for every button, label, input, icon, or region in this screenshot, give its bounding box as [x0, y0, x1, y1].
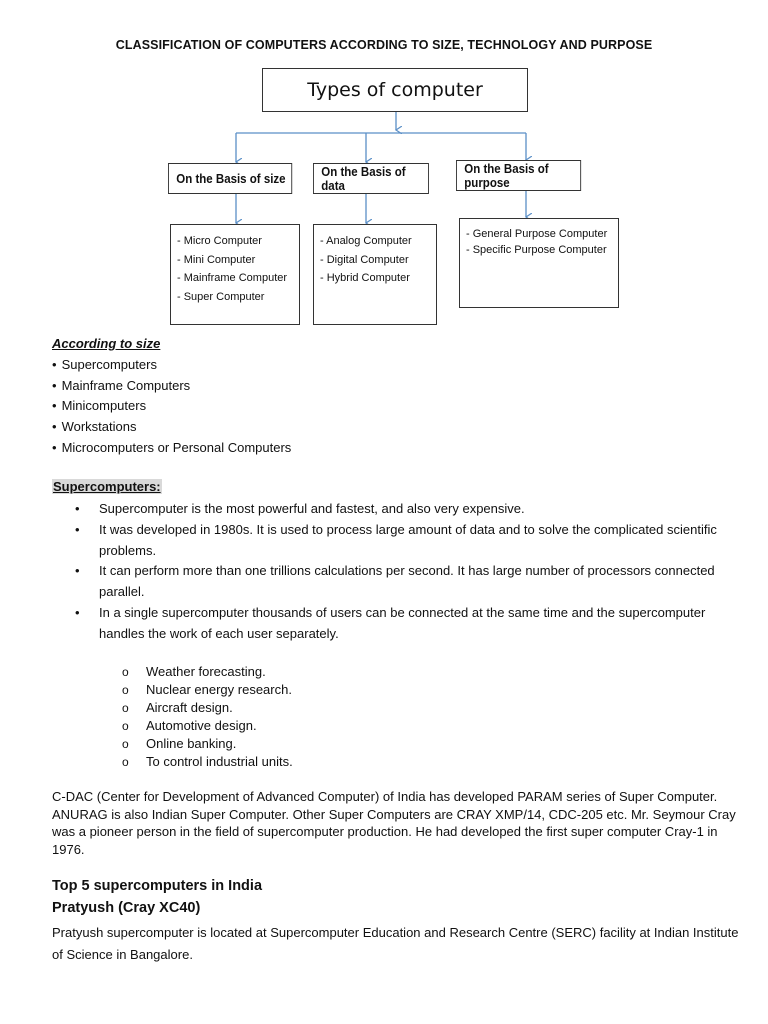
supercomputer-facts: [70, 499, 730, 645]
list-item: • Workstations: [52, 417, 291, 438]
list-item: - General Purpose Computer: [466, 228, 608, 240]
purpose-types-list: [459, 218, 619, 308]
list-item: o Online banking.: [120, 735, 293, 753]
data-types-list: [313, 224, 437, 325]
list-item: • Mainframe Computers: [52, 376, 291, 397]
size-list: [52, 355, 291, 459]
list-item: - Mini Computer: [177, 253, 256, 266]
top5-heading: Top 5 supercomputers in India: [52, 878, 263, 894]
applications-list: [120, 663, 293, 771]
list-item: • It can perform more than one trillions calculations per second. It has large number of processors connected parallel.: [70, 561, 730, 603]
category-purpose-box: On the Basis of purpose: [456, 160, 581, 191]
list-item: o Weather forecasting.: [120, 663, 293, 681]
list-item: - Specific Purpose Computer: [466, 244, 607, 256]
supercomputers-heading: Supercomputers:: [53, 479, 161, 494]
list-item: • Supercomputer is the most powerful and fastest, and also very expensive.: [70, 499, 730, 520]
pratyush-paragraph: Pratyush supercomputer is located at Supercomputer Education and Research Centre (SERC) facility at Indian Institute of Science in Bangalore.: [52, 925, 739, 962]
list-item: - Super Computer: [177, 290, 265, 303]
list-item: o Automotive design.: [120, 717, 293, 735]
list-item: - Analog Computer: [320, 235, 412, 247]
classification-diagram: [160, 60, 630, 332]
list-item: • It was developed in 1980s. It is used to process large amount of data and to solve the complicated scientific problems.: [70, 520, 730, 562]
list-item: o Nuclear energy research.: [120, 681, 293, 699]
according-to-size-heading: According to size: [52, 336, 161, 351]
cdac-paragraph: C-DAC (Center for Development of Advanced Computer) of India has developed PARAM series of Super Computer. ANURAG is also Indian Super Computer. Other Super Computers are CRAY XMP/14, CDC-205 etc. Mr. Seymour Cray was a pioneer person in the field of supercomputer production. He had developed the first super computer Cray-1 in 1976.: [52, 789, 736, 857]
category-size-box: On the Basis of size: [168, 163, 292, 194]
list-item: - Digital Computer: [320, 253, 409, 266]
list-item: o To control industrial units.: [120, 753, 293, 771]
list-item: - Mainframe Computer: [177, 272, 288, 284]
size-types-list: [170, 224, 300, 325]
page-title: CLASSIFICATION OF COMPUTERS ACCORDING TO SIZE, TECHNOLOGY AND PURPOSE: [115, 38, 653, 52]
list-item: • Minicomputers: [52, 396, 291, 417]
diagram-root-box: Types of computer: [262, 68, 528, 112]
list-item: • Microcomputers or Personal Computers: [52, 438, 291, 459]
list-item: - Hybrid Computer: [320, 272, 410, 284]
list-item: o Aircraft design.: [120, 699, 293, 717]
list-item: • In a single supercomputer thousands of users can be connected at the same time and the supercomputer handles the work of each user separately.: [70, 603, 730, 645]
pratyush-heading: Pratyush (Cray XC40): [52, 900, 201, 916]
list-item: • Supercomputers: [52, 355, 291, 376]
category-data-box: On the Basis of data: [313, 163, 429, 194]
list-item: - Micro Computer: [177, 235, 262, 247]
